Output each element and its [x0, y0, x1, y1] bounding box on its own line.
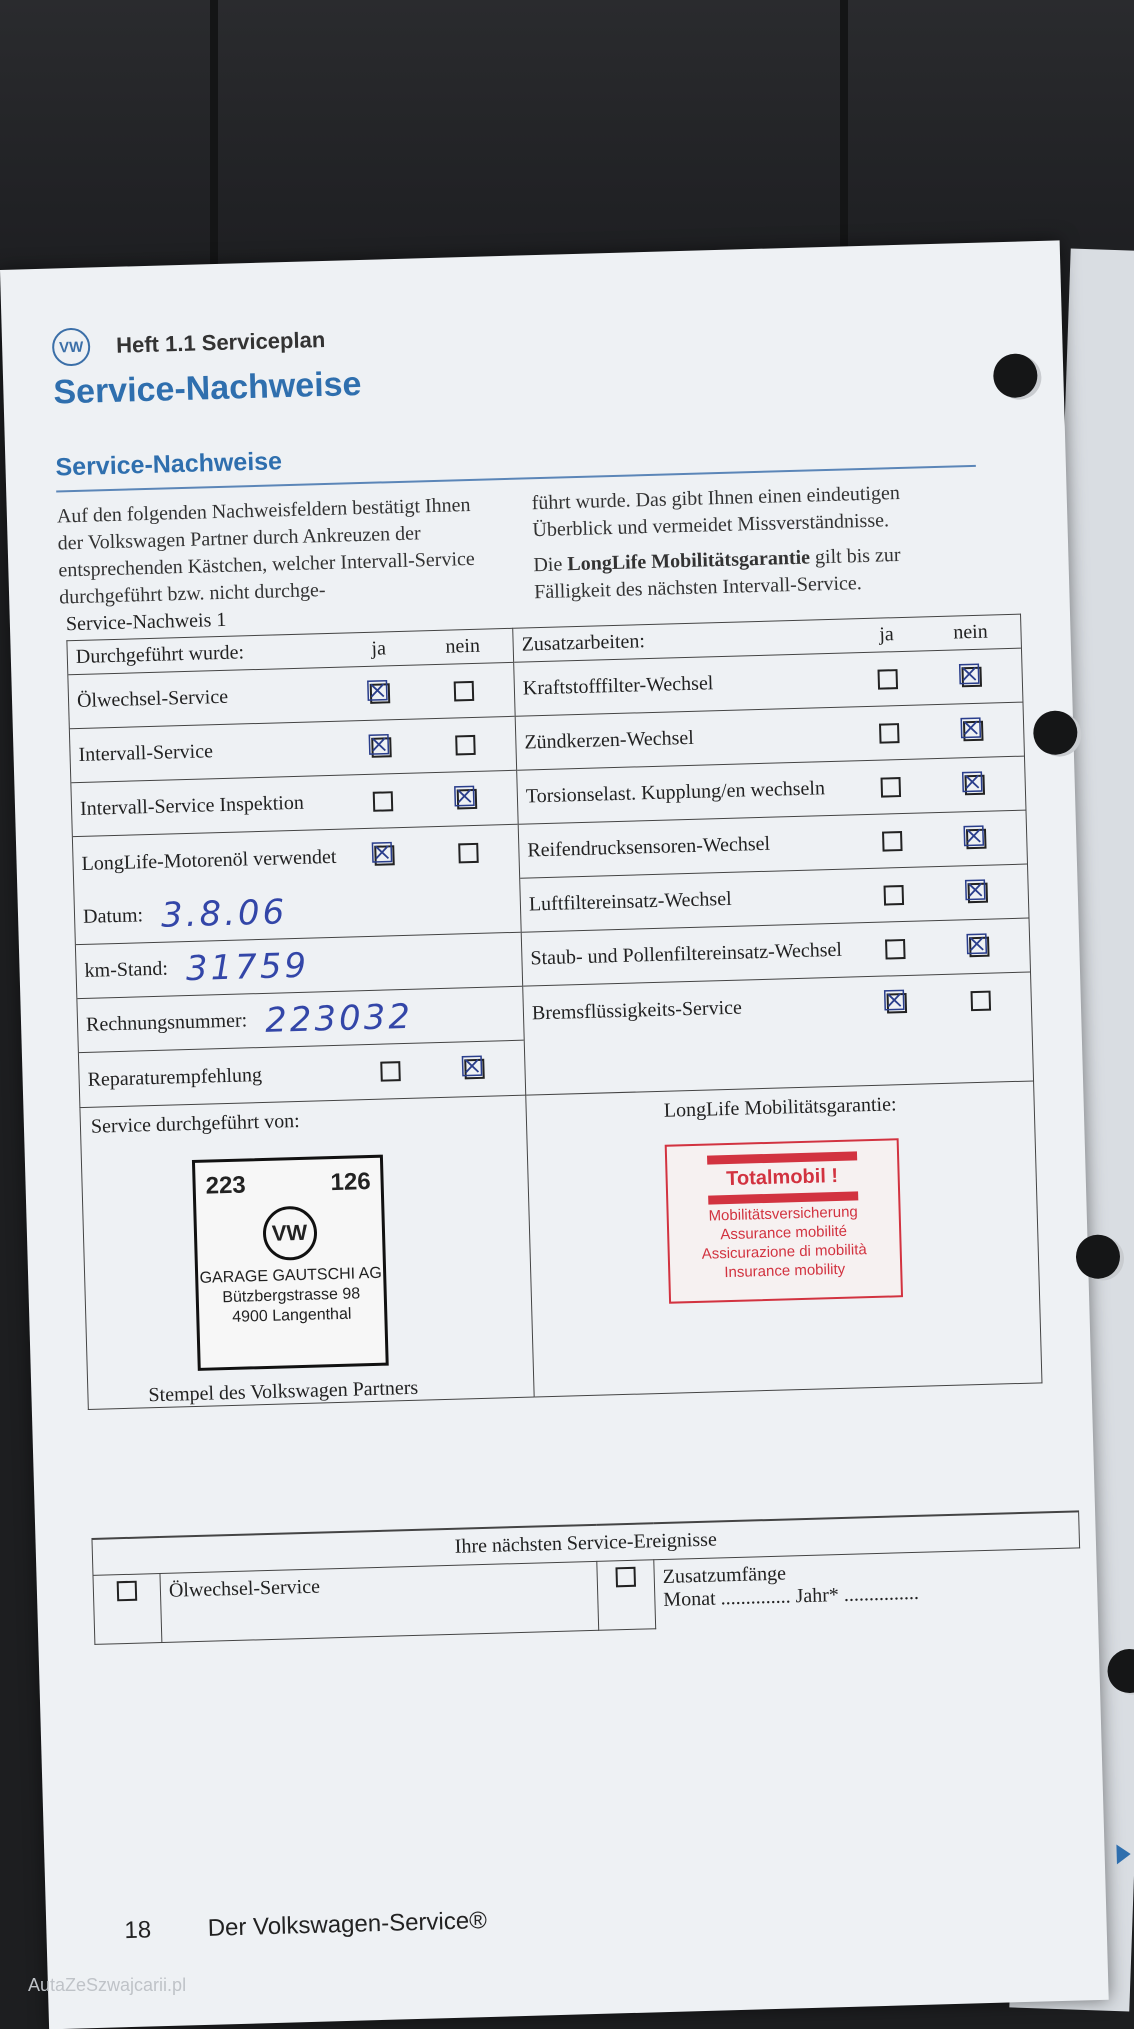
form-title: Service-Nachweis 1 [65, 608, 227, 636]
left-head-label: Durchgeführt wurde: [75, 641, 245, 669]
ja-checkbox[interactable]: ☒ [369, 837, 395, 869]
stamp-left-num: 223 [205, 1171, 247, 1200]
ja-checkbox[interactable]: ☒ [365, 728, 392, 761]
right-row-label: Zündkerzen-Wechsel [524, 726, 695, 754]
oel-checkbox[interactable] [93, 1574, 162, 1645]
nein-label: nein [445, 634, 481, 658]
ja-checkbox[interactable]: ☒ [364, 674, 391, 707]
reparatur-nein-checkbox[interactable]: ☒ [458, 1050, 485, 1083]
section-title: Service-Nachweise [55, 447, 283, 482]
nein-checkbox[interactable]: ☒ [957, 712, 984, 744]
ja-checkbox[interactable] [849, 776, 934, 798]
left-rows [68, 663, 519, 891]
rechnung-label: Rechnungsnummer: [85, 1009, 248, 1036]
oel-label: Ölwechsel-Service [160, 1561, 599, 1642]
ja-checkbox[interactable] [850, 830, 935, 852]
left-row-label: Intervall-Service Inspektion [79, 791, 305, 820]
zusatz-cell [654, 1548, 1082, 1629]
reparatur-ja-checkbox[interactable] [348, 1060, 433, 1082]
longlife-label: LongLife Mobilitätsgarantie: [663, 1093, 897, 1122]
next-events [91, 1510, 1082, 1645]
zusatz-checkbox[interactable] [597, 1560, 656, 1631]
stamp-caption: Stempel des Volkswagen Partners [148, 1376, 419, 1407]
page-footer [124, 1906, 537, 1946]
page-title: Service-Nachweise [52, 364, 362, 412]
page-number: 18 [124, 1916, 152, 1945]
nein-checkbox[interactable]: ☒ [451, 780, 478, 813]
binder-hole [1033, 710, 1078, 755]
vw-logo-icon: VW [52, 328, 91, 367]
datum-label: Datum: [82, 904, 144, 928]
left-row-label: LongLife-Motorenöl verwendet [81, 845, 337, 875]
right-row-label: Bremsflüssigkeits-Service [531, 996, 743, 1024]
right-head-label: Zusatzarbeiten: [521, 630, 646, 656]
right-row-label: Staub- und Pollenfiltereinsatz-Wechsel [530, 938, 843, 970]
nein-label: nein [952, 620, 989, 644]
intro-right [531, 478, 964, 606]
ja-checkbox[interactable] [853, 938, 938, 960]
ja-label: ja [878, 623, 895, 646]
ja-checkbox[interactable]: ☒ [881, 984, 908, 1017]
intro-right-p2: Die LongLife Mobilitätsgarantie gilt bis zur Fälligkeit des nächsten Intervall-Service. [533, 543, 901, 604]
nein-checkbox[interactable]: ☒ [962, 874, 989, 906]
page-header [52, 321, 326, 367]
right-row-label: Luftfiltereinsatz-Wechsel [528, 887, 732, 916]
stamp-line3: 4900 Langenthal [231, 1305, 352, 1326]
intro-left: Auf den folgenden Nachweisfeldern bestätigt Ihnen der Volkswagen Partner durch Ankreuzen der entsprechenden Kästchen, welcher Intervall-Service durchgeführt bzw. nicht durchge- [56, 493, 476, 609]
totalmobil-brand: Totalmobil ! [725, 1164, 839, 1191]
watermark: AutaZeSzwajcarii.pl [28, 1975, 187, 1995]
service-table [66, 614, 1042, 1410]
stamp-red-line1: Mobilitätsversicherung [708, 1203, 858, 1225]
right-row-label: Torsionselast. Kupplung/en wechseln [525, 777, 826, 808]
ja-checkbox[interactable] [341, 790, 426, 812]
km-value[interactable]: 31759 [185, 945, 310, 989]
next-events-title: Ihre nächsten Service-Ereignisse [92, 1511, 1080, 1575]
nein-checkbox[interactable]: ☒ [960, 820, 987, 852]
dealer-stamp [192, 1155, 389, 1371]
vw-stamp-logo-icon: VW [262, 1206, 317, 1261]
nein-checkbox[interactable]: ☒ [956, 658, 983, 690]
booklet-page [0, 240, 1109, 2029]
left-row-label: Intervall-Service [78, 740, 214, 766]
right-row-label: Reifendrucksensoren-Wechsel [527, 832, 771, 862]
nein-checkbox[interactable] [939, 990, 1024, 1012]
right-column [513, 614, 1034, 1095]
service-by-cell [80, 1095, 534, 1409]
heft-label: Heft 1.1 Serviceplan [115, 326, 326, 358]
nein-checkbox[interactable]: ☒ [963, 928, 990, 960]
service-by-label: Service durchgeführt von: [90, 1109, 301, 1138]
longlife-cell [526, 1081, 1042, 1397]
nein-checkbox[interactable] [422, 680, 507, 702]
rechnung-value[interactable]: 223032 [264, 996, 414, 1041]
right-row-label: Kraftstofffilter-Wechsel [522, 672, 714, 700]
totalmobil-stamp [664, 1138, 902, 1303]
zusatz-label: Zusatzumfänge [662, 1562, 787, 1589]
ja-checkbox[interactable] [852, 884, 937, 906]
monat-jahr-line: Monat .............. Jahr* ............... [663, 1581, 920, 1611]
intro-right-p1: führt wurde. Das gibt Ihnen einen eindeutigen Überblick und vermeidet Missverständnisse. [531, 481, 901, 542]
nein-checkbox[interactable] [423, 734, 508, 756]
stamp-line2: Bützbergstrasse 98 [222, 1285, 361, 1307]
service-form [66, 587, 1043, 1410]
right-rows [514, 649, 1031, 1041]
left-column [67, 628, 526, 1107]
ja-checkbox[interactable] [847, 722, 932, 744]
footer-title: Der Volkswagen-Service® [207, 1907, 488, 1942]
stamp-red-line3: Assicurazione di mobilità [701, 1241, 867, 1263]
stamp-red-line2: Assurance mobilité [720, 1222, 848, 1244]
stamp-right-num: 126 [330, 1168, 371, 1197]
datum-value[interactable]: 3.8.06 [160, 891, 288, 936]
reparatur-label: Reparaturempfehlung [87, 1063, 263, 1091]
next-page-arrow-icon [1116, 1844, 1131, 1864]
km-label: km-Stand: [84, 957, 169, 982]
left-row-label: Ölwechsel-Service [76, 685, 229, 713]
ja-checkbox[interactable] [845, 668, 930, 690]
stamp-red-line4: Insurance mobility [724, 1260, 846, 1282]
nein-checkbox[interactable] [426, 842, 511, 864]
stamp-line1: GARAGE GAUTSCHI AG [199, 1264, 383, 1287]
nein-checkbox[interactable]: ☒ [959, 766, 986, 798]
binder-hole [993, 353, 1038, 398]
ja-label: ja [371, 637, 387, 660]
